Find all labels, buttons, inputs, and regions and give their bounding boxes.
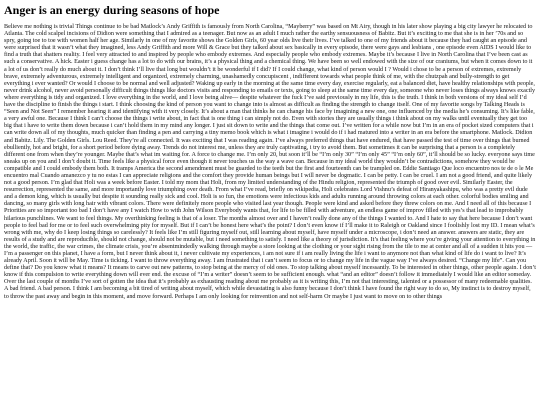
page-title: Anger is an energy during seasons of hope [4,3,220,17]
article-body: Believe me nothing is trivial Things continue to be bad Matlock’s Andy Griffith is famously from North Carolina, “Mayberry” was based on Mt Airy, though in his later show playing a big city lawyer he relocated to Atlanta. The cold scalpel incisions of Didion were something that I admired as a teenager. But now as an adult I much rather the earthy sensuousness of Babitz. But it’s exciting to me that she is in her ’70s and so spry, going toe to toe with women half her age. Similarly in one of my favorite shows the Golden Girls, 60 year olds live their lives. I’ve talked to one of my friends about it because they had caught an episode and were surprised that it wasn’t what they imagined, less Andy Griffith and more Will & Grace but they talked about sex basically in every episode, there were gays and lesbians , one episode even AIDS I would like to find a truth that shatters reality. I feel very attracted to and inspired by people who embody extremes. And especially people who embody extremes. Maybe it’s because I live in North Carolina that I’ve been cast as such a conservative. A hick. Easter i guess change has a lot to do with our brains, it’s a physical thing and a chemical thing. We have been so well endowed with the size of our craniums, but when it comes down to it a lot of us don’t really do much about it. I don’t think I’ll live that long but wouldn’t it be wonderful if I did? If I could change, what kind of person would I ? Would i chose to be a person of extremes, extremely brave, extremely adventurous, extremely intelligent and organized, extremely charming, unashamedly concupiscent , indifferent towards what people think of me, with the chutzpah and bully-strength to get everything i ever wanted? Or would I choose to be normal and well adjusted? Waking up early in the morning at the same time every day, exercise regularly, eat a balanced diet, have healthy relationships with people, never drink alcohol, never avoid personally difficult things things like doctors visits and responding to emails or texts, going to sleep at the same time every day, someone who never loses things always knows exactly where everything is tidy and organized. I love everything in the world, and I love being alive— despite whatever the fuck I’ve said previously in my life, this is the truth. I think in both versions of my ideal self I’d have the discipline to finish the things i start. I think choosing the kind of person you want to change into is almost as difficult as finding the strength to change itself. One of my favorite songs by Talking Heads is “Seen and Not Seen” I remember hearing it and identifying with it very closely. It’s about a man that thinks he can change his face by imagining a new one, one influenced by the media he’s consuming. It’s like fable, a very awful one. Because I think I can’t choose the things i write about, in fact that is one thing i can simply not do. Even with stories they are usually things i think about on my walks until eventually they get too big that i have to write them down because i can’t hold them in my mind any longer. I just sit down to write and the things that come out. I’ve written for a while now but I’m in an era of pocket sized computers that i can write down all of my thoughts, much quicker than finding a pen and carrying a tiny memo book which is what i imagine i would do if i had matured into a writer in an era before the smartphone. Matlock. Didion and Babitz. Lily. The Golden Girls. Lou Reed. They’re all connected. It was exciting that I was reading again. I’ve always preferred things that have endured, that have passed the test of time over things that burned ebulliently, hot and bright, for a short period before dying away. Trends do not interest me, unless they are truly captivating, i try to avoid them. But sometimes it can be surprising that a person is a completely different one from when they’re younger. Maybe that’s what im waiting for. A force to change me. I’m only 20, but soon it’ll be “I’m only 30” “I’m only 45” “I’m only 60”, it’ll should be so lucky. everyone says time sneaks up on you and I don’t doubt it. Time feels like a physical force even though it never touches us the way a wave can. Because in my ideal world they wouldn’t be contradictions, somehow they would be compatible and I could embody them both. It tramps America the second amendment must be guarded to the teeth but the first and fourteenth can be trampled on. Eddie Santiago Que loco encuentro nos te de o le Me encuentro mal Cuando amanezco y tu no estas I can appreciate religions and the comfort they provide human beings but I will never be dogmatic. I can be petty. I can be cruel. I am not a good friend, and quite likely not a good person. I’m glad that Holi was a week before Easter. I told my mom that Holi, from my limited understanding of the Hindu religion, represented the triumph of good over evil. Similarly Easter, the resurrection, represented the same, and more importantly love triumphing over death. From what I’ve read, briefly on wikipedia, Holi celebrates Lord Vishnu’s defeat of Hiranyakashipu, who was a pretty evil dude and a demon king, which is usually but despite it sounding really sick and cool. Holi is so fun, the emotions were infectious kids and adults running around throwing colors at each other. colorful bodies smiling and dancing, so many girls with long hair with vibrant colors. There were definitely more people who visited last year though. People were kind and asked before they threw colors on me. And I need all of this because I Priorities are so important too bad I don’t have any I watch How to with John Wilson Everybody wants that, for life to be filled with adventure, an endless game of improv filled with yes’s that lead to improbably hilarious punchlines. We want to feel things. My overthinking feeling is that of a loser. The months almost over and I haven’t really done any of the things I wanted to. And I hate to say that here because I don’t want people to feel bad for me or to feel such overwhelming pity for myself. But if I can’t be honest here what’s the point? I don’t even know if I’ll make it to Raleigh or Oakland since I foolishly lost my ID. I mean what’s wrong with me, why do I keep losing things so carelessly? It feels like I’m still figuring myself out, still learning about myself, have myself under a microscope, i don’t need an answer. answers are static, they are results of a study and are reproducible, should not change, should not be mutable, but i need something to satisfy. I need like a theory of jurisdiction. It’s that feeling where you’re giving your attention to everything in the world, the traffic, the war crimes, the climate crisis, you’re absentmindedly walking through maybe a store looking at the clothing or your sight rising from the tile to me at center and all of a sudden it hits you — I’m a passenger on this planet, I have a form, but I never think about it, i never cultivate my experiences, i am not sure if i am really living the life i want to anymore not than what kind of life do i want to live? It’s already April. Soon it will be May. Time is ticking. I want to throw everything away. I am frustrated that i can’t seem to focus or to change my life in the vague way I’ve always desired. “Change my life”. Can you define that? Do you know what it means? It means to carve out new patterns, to stop being at the mercy of old ones. To stop talking about myself incessantly. To be interested in other things, other people again. I don’t know if this compulsion to write everything down will ever end. the excuse of “I’m a writer” doesn’t seem to be sufficient enough. what “and an editor” doesn’t follow it immediately I would like an editor someday. Over the last couple of months I’ve sort of gotten the idea that it’s probably as exhausting reading about me probably as it is writing this, I’m not that interesting, talented or a possessor of many redeemable qualities. A bad friend. A bad person. I think I am becoming a bit tired of writing about myself, which while devastating is also funny because I don’t think I have found the right way to do so, My instinct is to destroy myself, to throw the past away and begin in this moment, and move forward. Perhaps I am only looking for reinvention and not self-harm Or maybe I just want to move on to other things [4,24,536,300]
